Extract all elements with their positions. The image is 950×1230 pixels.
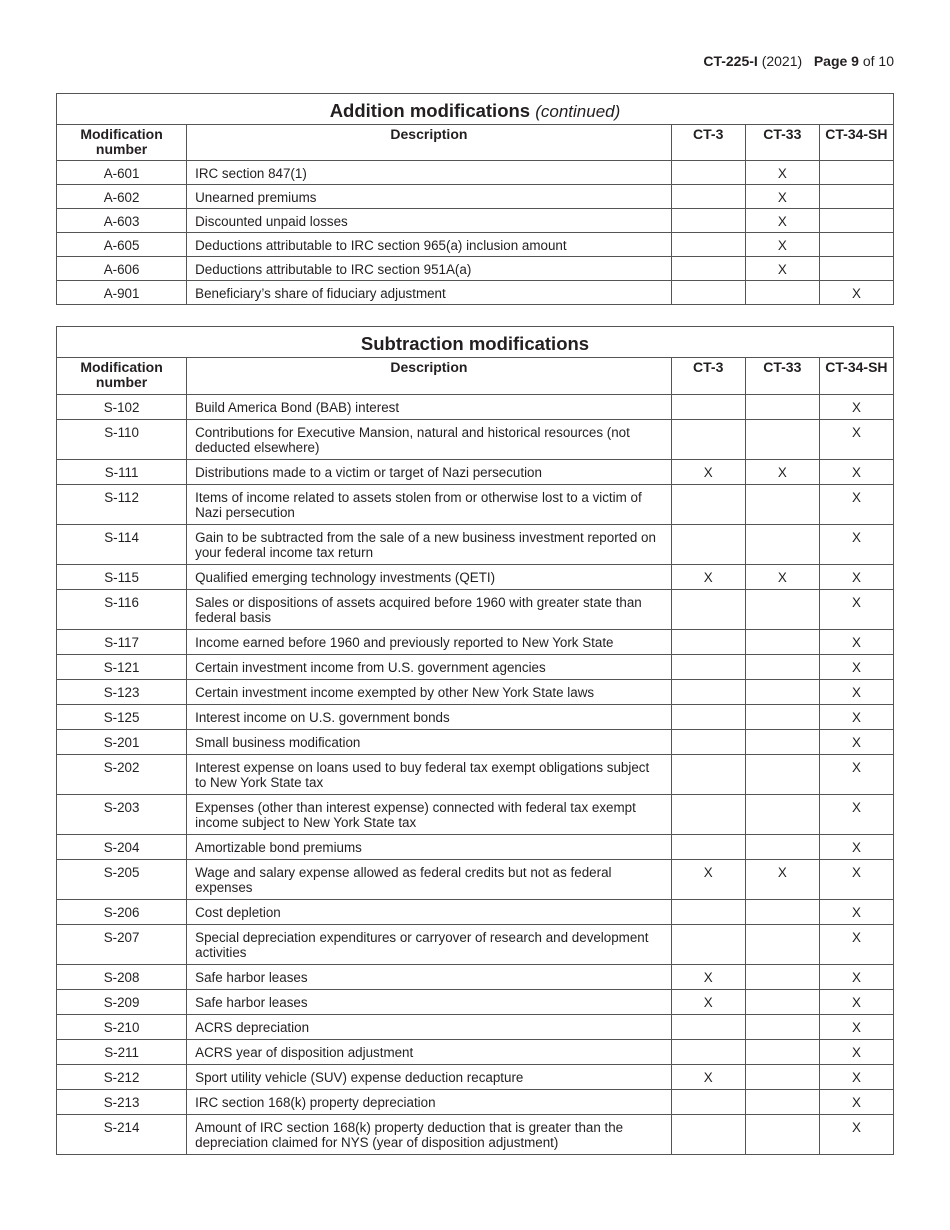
ct33-mark xyxy=(745,655,819,680)
description: Income earned before 1960 and previously reported to New York State xyxy=(187,630,672,655)
ct33-mark: X xyxy=(745,161,819,185)
ct3-mark xyxy=(671,1040,745,1065)
ct3-mark xyxy=(671,1115,745,1155)
description: Cost depletion xyxy=(187,900,672,925)
ct33-mark xyxy=(745,835,819,860)
ct3-mark xyxy=(671,795,745,835)
ct34sh-mark xyxy=(819,185,893,209)
subtraction-table-title: Subtraction modifications xyxy=(57,327,894,358)
page-of: of 10 xyxy=(862,53,894,69)
modification-number: S-201 xyxy=(57,730,187,755)
col-modification-number: Modification number xyxy=(57,358,187,395)
ct34sh-mark: X xyxy=(819,655,893,680)
page-label: Page 9 xyxy=(813,53,859,69)
ct3-mark: X xyxy=(671,1065,745,1090)
modification-number: S-115 xyxy=(57,565,187,590)
ct34sh-mark: X xyxy=(819,1090,893,1115)
description: Gain to be subtracted from the sale of a new business investment reported on your federal income tax return xyxy=(187,525,672,565)
ct3-mark xyxy=(671,233,745,257)
table-row xyxy=(57,680,894,705)
ct3-mark xyxy=(671,420,745,460)
description: IRC section 847(1) xyxy=(187,161,672,185)
ct34sh-mark: X xyxy=(819,1015,893,1040)
ct33-mark xyxy=(745,630,819,655)
ct33-mark xyxy=(745,990,819,1015)
ct34sh-mark: X xyxy=(819,900,893,925)
form-year: (2021) xyxy=(761,53,803,69)
modification-number: S-213 xyxy=(57,1090,187,1115)
table-row xyxy=(57,860,894,900)
modification-number: S-206 xyxy=(57,900,187,925)
description: Deductions attributable to IRC section 951A(a) xyxy=(187,257,672,281)
description: Sales or dispositions of assets acquired before 1960 with greater state than federal basis xyxy=(187,590,672,630)
ct33-mark xyxy=(745,705,819,730)
ct33-mark xyxy=(745,420,819,460)
ct34sh-mark: X xyxy=(819,395,893,420)
table-row xyxy=(57,655,894,680)
ct33-mark xyxy=(745,1015,819,1040)
ct34sh-mark xyxy=(819,257,893,281)
ct3-mark xyxy=(671,257,745,281)
table-row xyxy=(57,835,894,860)
table-row xyxy=(57,185,894,209)
ct34sh-mark: X xyxy=(819,420,893,460)
description: Amount of IRC section 168(k) property deduction that is greater than the depreciation claimed for NYS (year of disposition adjustment) xyxy=(187,1115,672,1155)
ct3-mark: X xyxy=(671,860,745,900)
col-ct33: CT-33 xyxy=(745,125,819,161)
col-ct3: CT-3 xyxy=(671,358,745,395)
modification-number: S-209 xyxy=(57,990,187,1015)
ct34sh-mark: X xyxy=(819,990,893,1015)
ct34sh-mark: X xyxy=(819,755,893,795)
ct34sh-mark: X xyxy=(819,460,893,485)
table-row xyxy=(57,281,894,305)
table-row xyxy=(57,755,894,795)
modification-number: S-114 xyxy=(57,525,187,565)
col-ct34sh: CT-34-SH xyxy=(819,358,893,395)
modification-number: S-112 xyxy=(57,485,187,525)
ct3-mark: X xyxy=(671,990,745,1015)
ct33-mark: X xyxy=(745,860,819,900)
ct33-mark: X xyxy=(745,233,819,257)
table-row xyxy=(57,590,894,630)
ct33-mark xyxy=(745,755,819,795)
ct3-mark xyxy=(671,395,745,420)
description: Distributions made to a victim or target of Nazi persecution xyxy=(187,460,672,485)
ct3-mark xyxy=(671,485,745,525)
ct3-mark xyxy=(671,281,745,305)
modification-number: S-212 xyxy=(57,1065,187,1090)
table-row xyxy=(57,460,894,485)
ct34sh-mark: X xyxy=(819,1040,893,1065)
col-ct33: CT-33 xyxy=(745,358,819,395)
ct34sh-mark: X xyxy=(819,680,893,705)
ct33-mark xyxy=(745,965,819,990)
modification-number: S-208 xyxy=(57,965,187,990)
ct34sh-mark: X xyxy=(819,730,893,755)
description: Discounted unpaid losses xyxy=(187,209,672,233)
ct3-mark xyxy=(671,680,745,705)
description: Certain investment income from U.S. government agencies xyxy=(187,655,672,680)
description: Certain investment income exempted by other New York State laws xyxy=(187,680,672,705)
table-row xyxy=(57,161,894,185)
table-row xyxy=(57,1115,894,1155)
ct34sh-mark: X xyxy=(819,590,893,630)
col-ct3: CT-3 xyxy=(671,125,745,161)
ct3-mark xyxy=(671,209,745,233)
ct3-mark xyxy=(671,1015,745,1040)
modification-number: A-603 xyxy=(57,209,187,233)
ct33-mark xyxy=(745,1090,819,1115)
ct33-mark xyxy=(745,525,819,565)
col-ct34sh: CT-34-SH xyxy=(819,125,893,161)
col-modification-number: Modification number xyxy=(57,125,187,161)
ct34sh-mark: X xyxy=(819,1065,893,1090)
table-row xyxy=(57,925,894,965)
ct34sh-mark: X xyxy=(819,525,893,565)
description: Qualified emerging technology investments (QETI) xyxy=(187,565,672,590)
table-row xyxy=(57,965,894,990)
table-row xyxy=(57,209,894,233)
description: Beneficiary’s share of fiduciary adjustment xyxy=(187,281,672,305)
col-description: Description xyxy=(187,125,672,161)
modification-number: S-125 xyxy=(57,705,187,730)
table-row xyxy=(57,485,894,525)
addition-table-title: Addition modifications (continued) xyxy=(57,94,894,125)
ct3-mark: X xyxy=(671,460,745,485)
ct3-mark xyxy=(671,900,745,925)
description: Deductions attributable to IRC section 965(a) inclusion amount xyxy=(187,233,672,257)
ct34sh-mark: X xyxy=(819,630,893,655)
ct33-mark xyxy=(745,590,819,630)
description: Special depreciation expenditures or carryover of research and development activities xyxy=(187,925,672,965)
ct33-mark: X xyxy=(745,209,819,233)
description: Small business modification xyxy=(187,730,672,755)
modification-number: A-901 xyxy=(57,281,187,305)
modification-number: S-110 xyxy=(57,420,187,460)
ct33-mark xyxy=(745,1040,819,1065)
ct33-mark xyxy=(745,485,819,525)
table-row xyxy=(57,257,894,281)
modification-number: A-602 xyxy=(57,185,187,209)
description: Unearned premiums xyxy=(187,185,672,209)
page-header xyxy=(703,53,894,69)
ct33-mark: X xyxy=(745,257,819,281)
description: Wage and salary expense allowed as federal credits but not as federal expenses xyxy=(187,860,672,900)
description: Items of income related to assets stolen from or otherwise lost to a victim of Nazi persecution xyxy=(187,485,672,525)
ct33-mark: X xyxy=(745,565,819,590)
ct3-mark: X xyxy=(671,565,745,590)
ct33-mark: X xyxy=(745,460,819,485)
table-row xyxy=(57,1015,894,1040)
ct34sh-mark: X xyxy=(819,965,893,990)
table-row xyxy=(57,900,894,925)
modification-number: A-606 xyxy=(57,257,187,281)
description: Interest income on U.S. government bonds xyxy=(187,705,672,730)
description: ACRS depreciation xyxy=(187,1015,672,1040)
ct3-mark xyxy=(671,590,745,630)
modification-number: S-207 xyxy=(57,925,187,965)
ct33-mark xyxy=(745,395,819,420)
description: Contributions for Executive Mansion, natural and historical resources (not deducted elsewhere) xyxy=(187,420,672,460)
ct34sh-mark: X xyxy=(819,281,893,305)
ct3-mark xyxy=(671,161,745,185)
form-id: CT-225-I xyxy=(703,53,758,69)
description: Interest expense on loans used to buy federal tax exempt obligations subject to New York State tax xyxy=(187,755,672,795)
ct3-mark xyxy=(671,835,745,860)
ct3-mark xyxy=(671,185,745,209)
description: Build America Bond (BAB) interest xyxy=(187,395,672,420)
ct33-mark xyxy=(745,680,819,705)
modification-number: A-601 xyxy=(57,161,187,185)
table-row xyxy=(57,705,894,730)
description: Safe harbor leases xyxy=(187,990,672,1015)
ct34sh-mark xyxy=(819,209,893,233)
ct33-mark xyxy=(745,795,819,835)
description: Expenses (other than interest expense) connected with federal tax exempt income subject to New York State tax xyxy=(187,795,672,835)
ct34sh-mark: X xyxy=(819,1115,893,1155)
modification-number: A-605 xyxy=(57,233,187,257)
ct34sh-mark: X xyxy=(819,565,893,590)
ct34sh-mark xyxy=(819,161,893,185)
ct3-mark xyxy=(671,755,745,795)
ct33-mark xyxy=(745,1115,819,1155)
description: Sport utility vehicle (SUV) expense deduction recapture xyxy=(187,1065,672,1090)
modification-number: S-210 xyxy=(57,1015,187,1040)
ct33-mark xyxy=(745,1065,819,1090)
ct33-mark: X xyxy=(745,185,819,209)
modification-number: S-202 xyxy=(57,755,187,795)
modification-number: S-123 xyxy=(57,680,187,705)
table-row xyxy=(57,730,894,755)
ct33-mark xyxy=(745,900,819,925)
ct3-mark xyxy=(671,525,745,565)
table-row xyxy=(57,1065,894,1090)
table-row xyxy=(57,795,894,835)
table-row xyxy=(57,565,894,590)
description: IRC section 168(k) property depreciation xyxy=(187,1090,672,1115)
modification-number: S-111 xyxy=(57,460,187,485)
table-row xyxy=(57,420,894,460)
table-row xyxy=(57,990,894,1015)
ct3-mark xyxy=(671,925,745,965)
table-row xyxy=(57,1040,894,1065)
ct3-mark xyxy=(671,655,745,680)
ct3-mark xyxy=(671,730,745,755)
modification-number: S-203 xyxy=(57,795,187,835)
ct34sh-mark: X xyxy=(819,795,893,835)
description: ACRS year of disposition adjustment xyxy=(187,1040,672,1065)
ct34sh-mark: X xyxy=(819,925,893,965)
modification-number: S-121 xyxy=(57,655,187,680)
modification-number: S-214 xyxy=(57,1115,187,1155)
ct34sh-mark: X xyxy=(819,835,893,860)
col-description: Description xyxy=(187,358,672,395)
modification-number: S-102 xyxy=(57,395,187,420)
ct33-mark xyxy=(745,281,819,305)
table-row xyxy=(57,395,894,420)
ct34sh-mark xyxy=(819,233,893,257)
ct33-mark xyxy=(745,925,819,965)
ct34sh-mark: X xyxy=(819,705,893,730)
ct33-mark xyxy=(745,730,819,755)
modification-number: S-117 xyxy=(57,630,187,655)
ct34sh-mark: X xyxy=(819,860,893,900)
ct34sh-mark: X xyxy=(819,485,893,525)
modification-number: S-204 xyxy=(57,835,187,860)
addition-modifications-table xyxy=(56,93,894,305)
ct3-mark: X xyxy=(671,965,745,990)
ct3-mark xyxy=(671,630,745,655)
modification-number: S-116 xyxy=(57,590,187,630)
ct3-mark xyxy=(671,705,745,730)
table-row xyxy=(57,233,894,257)
description: Safe harbor leases xyxy=(187,965,672,990)
modification-number: S-211 xyxy=(57,1040,187,1065)
table-row xyxy=(57,525,894,565)
ct3-mark xyxy=(671,1090,745,1115)
modification-number: S-205 xyxy=(57,860,187,900)
table-row xyxy=(57,1090,894,1115)
description: Amortizable bond premiums xyxy=(187,835,672,860)
table-row xyxy=(57,630,894,655)
subtraction-modifications-table xyxy=(56,326,894,1155)
